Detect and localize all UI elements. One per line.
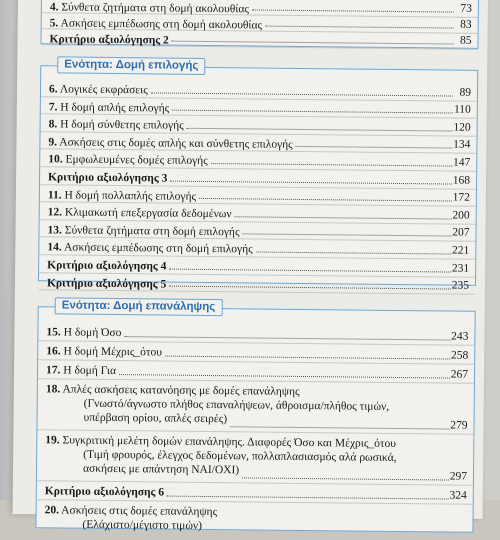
toc-entry-number: 11. (47, 188, 62, 202)
toc-entry-number: 20. (44, 504, 60, 517)
toc-entry-line: υπέρβαση ορίου, απλές σειρές) (83, 411, 228, 426)
toc-entry-title: Η δομή Μέχρις_ότου (63, 345, 163, 359)
toc-entry-title: Κριτήριο αξιολόγησης 3 (48, 171, 168, 185)
toc-entry-title: Η δομή απλής επιλογής (60, 101, 170, 115)
toc-page-number: 324 (449, 489, 467, 502)
toc-entry-text (46, 363, 434, 381)
toc-entry (36, 500, 472, 540)
toc-entry-title: Εμφωλευμένες δομές επιλογής (65, 153, 208, 168)
toc-entry-line: (Γνωστό/άγνωστο πλήθος επαναλήψεων, άθροισμα/πλήθος τιμών, (83, 397, 390, 413)
book-page (13, 0, 488, 532)
toc-entry-number: 7. (48, 100, 58, 114)
toc-entry-title: Σύνθετα ζητήματα στη δομή επιλογής (64, 224, 240, 239)
toc-page-number: 120 (453, 121, 471, 134)
toc-entry-line: Ασκήσεις στις δομές επανάληψης (61, 504, 218, 519)
toc-entry-title: Κριτήριο αξιολόγησης 6 (44, 485, 165, 499)
toc-page-number: 172 (452, 191, 470, 204)
toc-entry-title: Ασκήσεις εμπέδωσης στη δομή ακολουθίας (60, 17, 263, 32)
toc-entry-text (46, 325, 434, 343)
toc-entry-title: Κριτήριο αξιολόγησης 4 (47, 259, 167, 273)
toc-entry-title: Κλιμακωτή επεξεργασία δεδομένων (64, 206, 232, 221)
section-title-loop: Ενότητα: Δομή επανάληψης (55, 297, 223, 316)
toc-entry-number: 19. (45, 434, 60, 447)
toc-page-number: 297 (449, 470, 468, 483)
toc-page-number: 110 (453, 103, 471, 116)
toc-entry-number: 5. (49, 17, 59, 30)
toc-entry-title: Σύνθετα ζητήματα στη δομή ακολουθίας (61, 1, 249, 16)
toc-entry-title: Κριτήριο αξιολόγησης 5 (46, 276, 167, 291)
toc-entry-text (47, 276, 435, 294)
toc-list-selection (39, 79, 477, 295)
toc-entry-title: Ασκήσεις εμπέδωσης στη δομή επιλογής (63, 241, 253, 256)
toc-entry-number: 18. (45, 383, 61, 396)
toc-entry-number: 8. (48, 118, 58, 131)
toc-entry-title: Η δομή Όσο (63, 326, 122, 340)
toc-box-top-partial (40, 0, 478, 49)
toc-entry-number: 13. (47, 224, 62, 237)
toc-entry-line: Συγκριτική μελέτη δομών επανάληψης. Διαφορές Όσο και Μέχρις_ότου (62, 434, 397, 450)
toc-entry-title: Η δομή σύνθετης επιλογής (60, 118, 184, 132)
toc-page-number: 89 (459, 86, 472, 99)
toc-page-number: 258 (450, 349, 469, 362)
toc-entry-number: 6. (48, 83, 58, 96)
toc-page-number: 207 (452, 226, 470, 240)
toc-entry-number: 9. (48, 136, 58, 149)
toc-page-number: 221 (452, 244, 470, 257)
toc-page-number: 243 (451, 330, 469, 343)
toc-entry-number: 4. (49, 1, 59, 14)
toc-page-number: 134 (453, 138, 471, 152)
toc-entry-text (45, 484, 433, 502)
toc-entry (37, 379, 474, 435)
toc-entry-number: 16. (46, 345, 61, 358)
toc-entry (39, 273, 475, 295)
toc-page-number: 85 (459, 34, 472, 47)
toc-entry-number: 17. (45, 364, 61, 377)
toc-list-loop (36, 322, 474, 540)
toc-page-number: 168 (452, 174, 471, 187)
toc-page-number: 235 (451, 279, 470, 292)
toc-entry-number: 10. (48, 153, 63, 166)
toc-page-number: 73 (460, 2, 472, 15)
toc-entry-number: 12. (47, 206, 63, 219)
toc-page-number: 231 (451, 262, 470, 275)
toc-page-number: 147 (452, 156, 471, 169)
toc-section-loop (35, 299, 475, 533)
toc-list-top (41, 0, 477, 50)
toc-page-number: 279 (450, 419, 468, 432)
toc-page-number: 267 (450, 368, 469, 381)
toc-entry-title: Η δομή πολλαπλής επιλογής (64, 189, 197, 203)
toc-entry-line: (Τιμή φρουρός, έλεγχος δεδομένων, πολλαπλασιασμός αλά ρωσικά, (83, 448, 397, 464)
toc-entry-title: Κριτήριο αξιολόγησης 2 (49, 33, 169, 47)
toc-entry-line: ασκήσεις με απάντηση ΝΑΙ/ΟΧΙ) (82, 462, 240, 477)
toc-entry-text (46, 344, 434, 362)
toc-entry-number: 14. (47, 241, 62, 254)
toc-entry-title: Η δομή Για (63, 364, 117, 378)
toc-page-number: 200 (452, 209, 470, 222)
toc-entry-title: Ασκήσεις στις δομές απλής και σύνθετης επιλογής (59, 136, 293, 151)
toc-page-number: 83 (460, 18, 472, 31)
toc-entry-title: Λογικές εκφράσεις (59, 83, 148, 97)
toc-entry-line: Απλές ασκήσεις κατανόησης με δομές επανάληψης (62, 383, 300, 398)
toc-entry-text (44, 517, 432, 535)
toc-section-selection (38, 58, 478, 292)
toc-entry (37, 430, 474, 486)
toc-entry (41, 29, 477, 50)
toc-entry-line: (Ελάχιστο/μέγιστο τιμών) (82, 518, 203, 532)
section-title-selection: Ενότητα: Δομή επιλογής (57, 56, 205, 75)
toc-entry-number: 15. (46, 326, 61, 339)
